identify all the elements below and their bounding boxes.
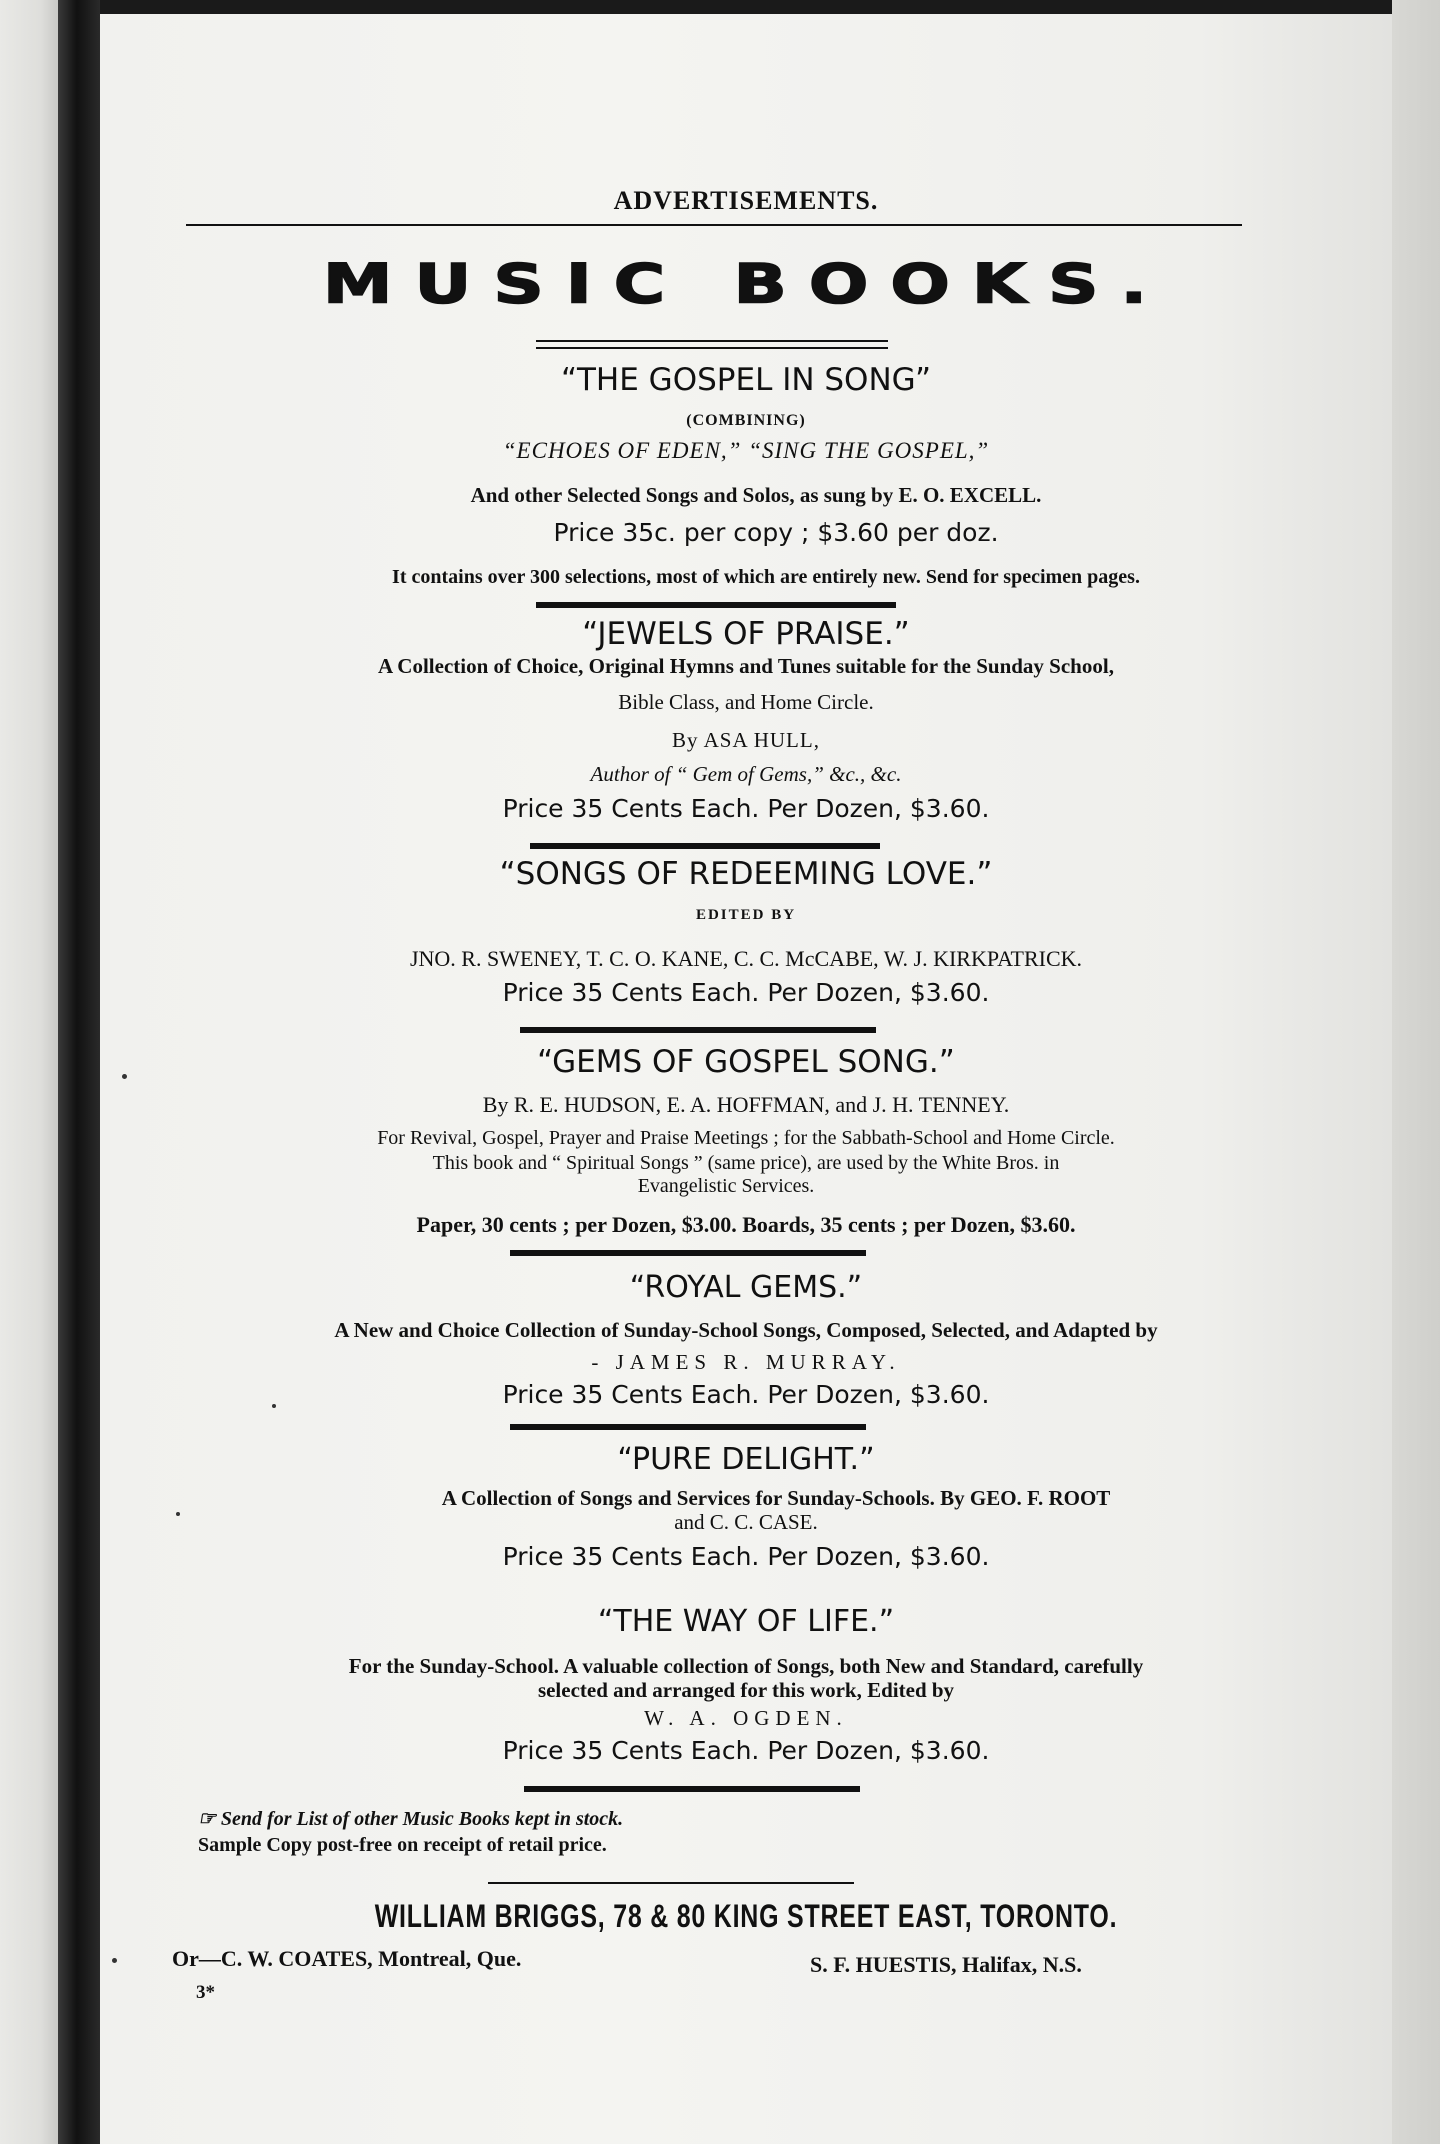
- ad-line: Evangelistic Services.: [637, 1175, 815, 1197]
- ad-author: - JAMES R. MURRAY.: [591, 1350, 901, 1374]
- scan-speck: [272, 1404, 276, 1408]
- ad-line: JNO. R. SWENEY, T. C. O. KANE, C. C. McCABE, W. J. KIRKPATRICK.: [409, 946, 1083, 971]
- ad-line: selected and arranged for this work, Edited by: [537, 1678, 955, 1702]
- ad-title-gems-of-gospel-song: “GEMS OF GOSPEL SONG.”: [537, 1044, 955, 1080]
- scan-speck: [112, 1958, 117, 1963]
- ad-title-jewels-of-praise: “JEWELS OF PRAISE.”: [582, 616, 910, 652]
- ad-title-gospel-in-song: “THE GOSPEL IN SONG”: [560, 362, 932, 398]
- footer-note-sample: Sample Copy post-free on receipt of retail price.: [198, 1834, 607, 1856]
- ad-author: By ASA HULL,: [672, 728, 820, 752]
- facing-page-edge: [0, 0, 58, 2144]
- publisher-address: WILLIAM BRIGGS, 78 & 80 KING STREET EAST, TORONTO.: [374, 1898, 1118, 1934]
- ad-title-the-way-of-life: “THE WAY OF LIFE.”: [597, 1604, 895, 1639]
- ad-line: A Collection of Songs and Services for Sunday-Schools. By GEO. F. ROOT: [441, 1486, 1111, 1510]
- header-rule: [186, 224, 1242, 226]
- ad-line: By R. E. HUDSON, E. A. HOFFMAN, and J. H. TENNEY.: [482, 1092, 1010, 1117]
- title-double-rule-top: [536, 340, 888, 342]
- ad-line: “ECHOES OF EDEN,” “SING THE GOSPEL,”: [502, 438, 990, 463]
- agent-montreal: Or—C. W. COATES, Montreal, Que.: [172, 1946, 522, 1971]
- page-signature: 3*: [196, 1982, 215, 2003]
- ad-line: (COMBINING): [686, 412, 806, 429]
- page-header: ADVERTISEMENTS.: [613, 186, 879, 215]
- ad-line: For Revival, Gospel, Prayer and Praise Meetings ; for the Sabbath-School and Home Circle.: [377, 1127, 1115, 1149]
- section-rule: [520, 1027, 876, 1033]
- ad-line: This book and “ Spiritual Songs ” (same price), are used by the White Bros. in: [432, 1152, 1060, 1174]
- footer-rule: [488, 1882, 854, 1884]
- scan-speck: [122, 1074, 127, 1079]
- ad-line: and C. C. CASE.: [674, 1510, 818, 1534]
- ad-line: And other Selected Songs and Solos, as sung by E. O. EXCELL.: [470, 483, 1042, 507]
- ad-price: Price 35 Cents Each. Per Dozen, $3.60.: [502, 978, 990, 1007]
- ad-author: W. A. OGDEN.: [644, 1706, 848, 1730]
- advertisement-page: [100, 14, 1392, 2144]
- title-double-rule-bottom: [536, 347, 888, 349]
- ad-price: Price 35 Cents Each. Per Dozen, $3.60.: [502, 1542, 990, 1571]
- footer-note-list: ☞ Send for List of other Music Books kept in stock.: [198, 1808, 624, 1830]
- ad-line: A New and Choice Collection of Sunday-School Songs, Composed, Selected, and Adapted by: [334, 1318, 1158, 1342]
- ad-price: Price 35 Cents Each. Per Dozen, $3.60.: [502, 1736, 990, 1765]
- ad-price: Price 35c. per copy ; $3.60 per doz.: [553, 518, 999, 547]
- section-rule: [536, 602, 896, 608]
- ad-price: Price 35 Cents Each. Per Dozen, $3.60.: [502, 1380, 990, 1409]
- main-title: MUSIC BOOKS.: [322, 252, 1170, 316]
- ad-title-songs-of-redeeming-love: “SONGS OF REDEEMING LOVE.”: [499, 856, 993, 892]
- ad-price: Paper, 30 cents ; per Dozen, $3.00. Boards, 35 cents ; per Dozen, $3.60.: [416, 1212, 1076, 1237]
- ad-line: A Collection of Choice, Original Hymns and Tunes suitable for the Sunday School,: [378, 654, 1114, 678]
- section-rule: [510, 1424, 866, 1430]
- ad-title-pure-delight: “PURE DELIGHT.”: [617, 1442, 875, 1477]
- ad-line: Author of “ Gem of Gems,” &c., &c.: [590, 762, 902, 786]
- agent-halifax: S. F. HUESTIS, Halifax, N.S.: [810, 1952, 1082, 1977]
- book-gutter: [58, 0, 100, 2144]
- scan-speck: [176, 1512, 180, 1516]
- ad-line: For the Sunday-School. A valuable collection of Songs, both New and Standard, carefully: [348, 1654, 1144, 1678]
- ad-price: Price 35 Cents Each. Per Dozen, $3.60.: [502, 794, 990, 823]
- section-rule: [524, 1786, 860, 1792]
- ad-title-royal-gems: “ROYAL GEMS.”: [629, 1270, 863, 1305]
- ad-line: EDITED BY: [695, 907, 797, 923]
- ad-line: It contains over 300 selections, most of which are entirely new. Send for specimen pages.: [392, 566, 1140, 588]
- ad-line: Bible Class, and Home Circle.: [618, 690, 874, 714]
- scan-top-edge: [0, 0, 1440, 14]
- section-rule: [510, 1250, 866, 1256]
- section-rule: [530, 843, 880, 849]
- page-right-edge: [1392, 0, 1440, 2144]
